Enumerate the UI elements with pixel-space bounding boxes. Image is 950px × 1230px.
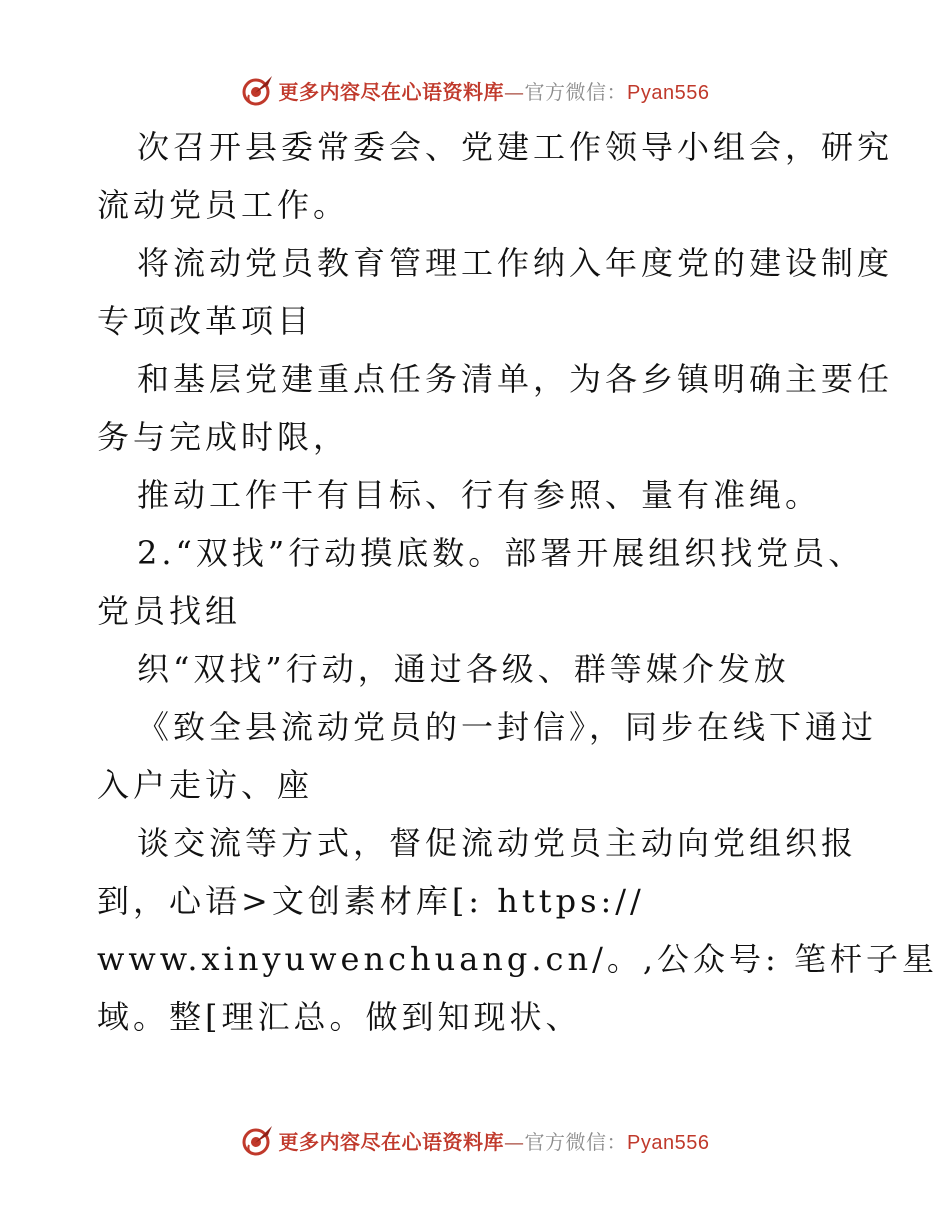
footer-banner-wechat-id: Pyan556 xyxy=(627,1131,710,1154)
body-line: 次召开县委常委会、党建工作领导小组会，研究 xyxy=(137,128,894,166)
body-line: 专项改革项目 xyxy=(97,302,314,340)
footer-banner-separator: — xyxy=(504,1129,525,1154)
body-line: 谈交流等方式，督促流动党员主动向党组织报 xyxy=(137,824,858,862)
body-line: 推动工作干有目标、行有参照、量有准绳。 xyxy=(137,476,822,514)
body-line: 入户走访、座 xyxy=(97,766,314,804)
header-banner xyxy=(0,70,950,110)
body-line: 《致全县流动党员的一封信》，同步在线下通过 xyxy=(137,708,878,746)
header-banner-secondary: 官方微信： xyxy=(524,79,628,104)
body-line: 务与完成时限， xyxy=(97,418,350,456)
body-line: www.xinyuwenchuang.cn/。,公众号: 笔杆子星 xyxy=(97,940,938,978)
footer-banner-text xyxy=(279,1126,710,1155)
header-banner-wechat-id: Pyan556 xyxy=(627,81,710,104)
header-banner-separator: — xyxy=(504,79,525,104)
body-line: 域。整[理汇总。做到知现状、 xyxy=(97,998,582,1036)
body-line: 流动党员工作。 xyxy=(97,186,350,224)
body-line: 党员找组 xyxy=(97,592,242,630)
header-banner-text xyxy=(279,76,710,105)
footer-banner-main: 更多内容尽在心语资料库 xyxy=(278,1129,505,1154)
footer-banner xyxy=(0,1120,950,1160)
body-line: 和基层党建重点任务清单，为各乡镇明确主要任 xyxy=(137,360,894,398)
footer-banner-secondary: 官方微信： xyxy=(524,1129,628,1154)
quill-logo-icon xyxy=(241,1123,275,1157)
body-line: 2.“双找”行动摸底数。部署开展组织找党员、 xyxy=(137,534,865,572)
body-line: 将流动党员教育管理工作纳入年度党的建设制度 xyxy=(137,244,894,282)
document-body xyxy=(97,118,938,1046)
header-banner-main: 更多内容尽在心语资料库 xyxy=(278,79,505,104)
quill-logo-icon xyxy=(241,73,275,107)
body-line: 织“双找”行动，通过各级、群等媒介发放 xyxy=(137,650,790,688)
body-line: 到，心语>文创素材库[: https:// xyxy=(97,882,645,920)
